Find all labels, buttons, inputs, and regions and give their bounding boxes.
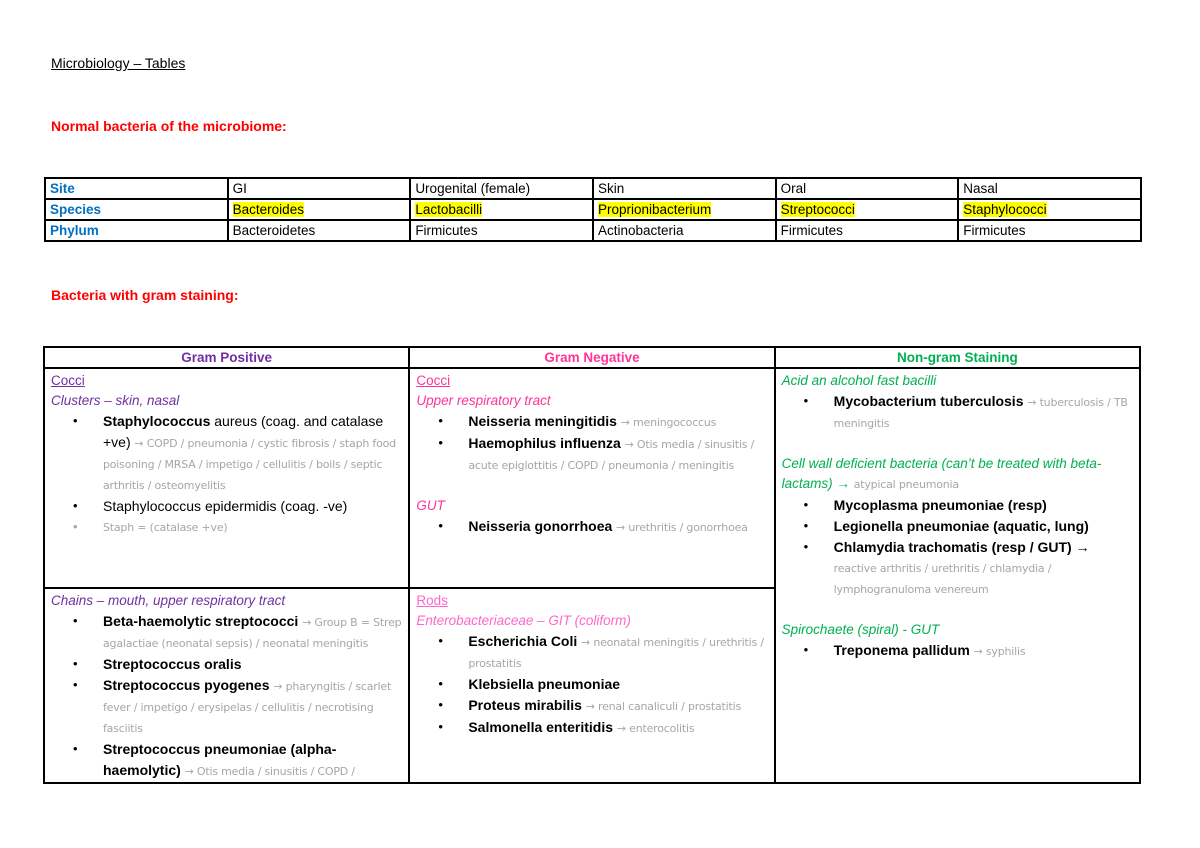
site-cell: Skin [593,178,776,199]
organism-name: Beta-haemolytic [103,613,216,629]
negative-cocci-cell [409,368,774,588]
non-gram-cell [775,368,1140,783]
species-cell [410,199,593,220]
disease-note: → COPD / pneumonia / cystic fibrosis / staph food poisoning / MRSA / impetigo / cellulitis / boils / septic arthritis / osteomyelitis [103,437,396,492]
organism-name: Chlamydia trachomatis (resp / GUT) → [833,539,1090,555]
list-item [802,391,1133,434]
gram-row-cocci [44,368,1140,588]
list-item [436,433,767,476]
positive-cocci-cell [44,368,409,588]
upper-resp-list [416,411,767,476]
gram-header-row [44,347,1140,368]
microbiome-table [44,177,1142,242]
disease-note: reactive arthritis / urethritis / chlamydia / lymphogranuloma venereum [833,562,1052,596]
disease-note: → Otis media / sinusitis / acute epiglottitis / COPD / pneumonia / meningitis [468,438,755,472]
organism-name: Legionella pneumoniae (aquatic, lung) [833,518,1089,534]
disease-note: → Group B = Strep agalactiae (neonatal sepsis) / neonatal meningitis [103,616,402,650]
chains-label: Chains – mouth, upper respiratory tract [51,593,286,608]
disease-note: → Otis media / sinusitis / COPD / [184,765,355,778]
species-highlight: Proprionibacterium [597,202,712,217]
organism-name: Salmonella enteritidis [468,719,614,735]
organism-name: Haemophilus influenza [468,435,621,451]
chains-list [51,611,402,782]
gut-label: GUT [416,498,445,513]
clusters-label: Clusters – skin, nasal [51,393,180,408]
heading-gram-staining: Bacteria with gram staining: [51,287,239,303]
site-cell: GI [228,178,411,199]
phylum-cell: Firmicutes [958,220,1141,241]
row-header-species: Species [45,199,228,220]
rods-list [416,631,767,739]
organism-name-bold: streptococci [215,613,299,629]
staph-note: Staph = (catalase +ve) [103,521,228,534]
organism-name: Proteus mirabilis [468,697,582,713]
organism-name: Neisseria gonorrhoea [468,518,613,534]
species-cell [593,199,776,220]
disease-note: → syphilis [973,645,1026,658]
organism-desc: aureus (coag. and catalase +ve) [103,413,384,450]
list-item [436,674,767,695]
heading-normal-bacteria: Normal bacteria of the microbiome: [51,118,287,134]
cocci-label: Cocci [416,373,451,388]
list-item [71,411,402,496]
spirochaete-list [782,640,1133,662]
organism-name: Escherichia Coli [468,633,578,649]
site-cell: Urogenital (female) [410,178,593,199]
phylum-cell: Firmicutes [410,220,593,241]
disease-note: → meningococcus [620,416,717,429]
upper-resp-label: Upper respiratory tract [416,393,551,408]
clusters-list [51,411,402,538]
list-item [802,516,1133,537]
species-highlight: Bacteroides [232,202,304,217]
list-item [436,695,767,717]
list-item [71,654,402,675]
site-row [45,178,1141,199]
header-non-gram: Non-gram Staining [775,347,1140,368]
row-header-site: Site [45,178,228,199]
phylum-cell: Actinobacteria [593,220,776,241]
disease-note: → renal canaliculi / prostatitis [585,700,742,713]
species-cell [228,199,411,220]
site-cell: Nasal [958,178,1141,199]
list-item [71,517,402,538]
disease-note: → pharyngitis / scarlet fever / impetigo / erysipelas / cellulitis / necrotising fasciitis [103,680,392,735]
list-item [71,611,402,654]
species-cell [776,199,959,220]
organism-name: Mycobacterium tuberculosis [833,393,1024,409]
organism-name: Streptococcus oralis [103,656,242,672]
header-gram-negative: Gram Negative [409,347,774,368]
positive-chains-cell [44,588,409,783]
organism-name: Neisseria meningitidis [468,413,617,429]
organism-name: Treponema pallidum [833,642,970,658]
list-item [71,496,402,517]
organism-name: Klebsiella pneumoniae [468,676,621,692]
cell-wall-label [782,454,1133,495]
species-highlight: Staphylococci [963,202,1047,217]
acid-fast-label: Acid an alcohol fast bacilli [781,373,937,388]
species-highlight: Lactobacilli [415,202,483,217]
disease-note: → neonatal meningitis / urethritis / prostatitis [468,636,764,670]
list-item [436,631,767,674]
list-item [71,675,402,739]
species-highlight: Streptococci [780,202,855,217]
spirochaete-label: Spirochaete (spiral) - GUT [781,622,940,637]
list-item [436,516,767,538]
list-item [802,640,1133,662]
species-cell [958,199,1141,220]
gut-list [416,516,767,538]
negative-rods-cell [409,588,774,783]
cocci-label: Cocci [51,373,85,388]
cell-wall-list [782,495,1133,600]
disease-note: atypical pneumonia [853,478,959,491]
phylum-cell: Bacteroidetes [228,220,411,241]
site-cell: Oral [776,178,959,199]
organism-name: Streptococcus pneumoniae (alpha-haemolytic) [103,741,337,778]
list-item [436,411,767,433]
organism-name: Staphylococcus [103,413,211,429]
cell-wall-text: Cell wall deficient bacteria (can’t be treated with beta-lactams) → [781,456,1102,491]
organism-name: Streptococcus pyogenes [103,677,270,693]
phylum-row [45,220,1141,241]
disease-note: → tuberculosis / TB meningitis [833,396,1128,430]
acid-fast-list [782,391,1133,434]
entero-label: Enterobacteriaceae – GIT (coliform) [416,613,631,628]
list-item [802,495,1133,516]
species-row [45,199,1141,220]
list-item [71,739,402,782]
organism-name: Mycoplasma pneumoniae (resp) [833,497,1047,513]
header-gram-positive: Gram Positive [44,347,409,368]
row-header-phylum: Phylum [45,220,228,241]
organism-name: Staphylococcus epidermidis (coag. -ve) [103,498,348,514]
phylum-cell: Firmicutes [776,220,959,241]
gram-staining-table [43,346,1141,784]
disease-note: → urethritis / gonorrhoea [616,521,748,534]
rods-label: Rods [416,593,448,608]
list-item [436,717,767,739]
list-item [802,537,1133,600]
document-title: Microbiology – Tables [51,55,186,71]
disease-note: → enterocolitis [616,722,695,735]
